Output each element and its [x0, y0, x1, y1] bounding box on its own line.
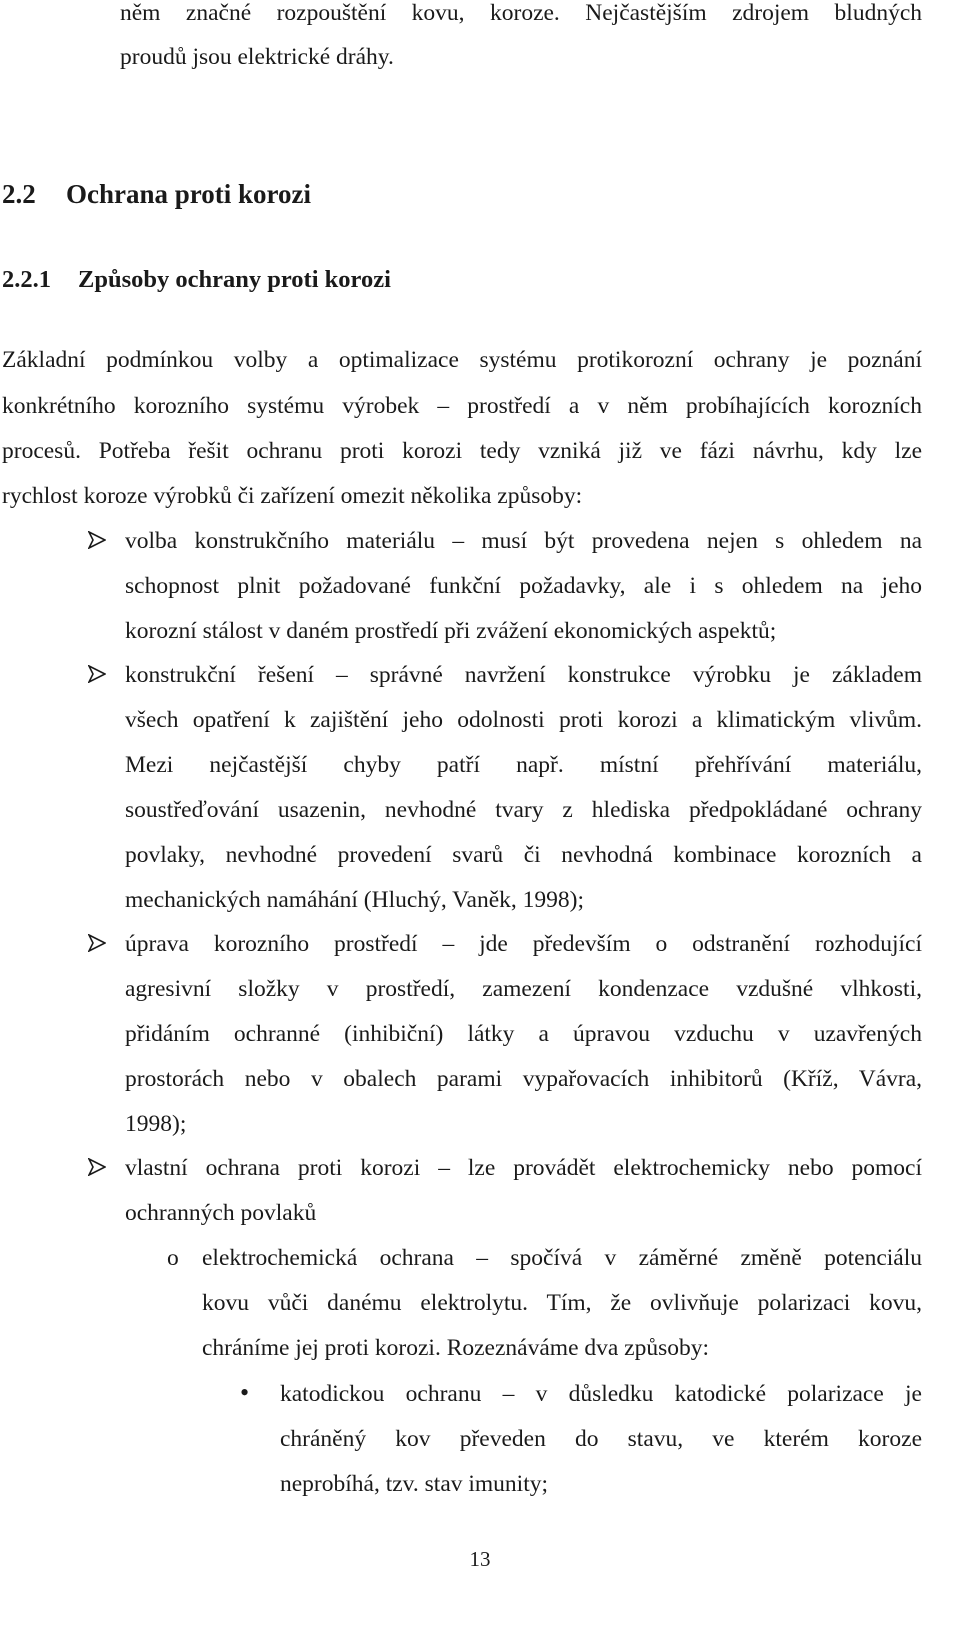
arrowhead-icon	[88, 934, 106, 952]
list-item-line: všech opatření k zajištění jeho odolnosti proti korozi a klimatickým vlivům.	[125, 707, 922, 733]
sub-sub-bullet-marker: •	[240, 1378, 250, 1407]
list-item-line: úprava korozního prostředí – jde především o odstranění rozhodující	[125, 931, 922, 957]
list-item-line: volba konstrukčního materiálu – musí být provedena nejen s ohledem na	[125, 528, 922, 554]
sub-list-item-line: kovu vůči danému elektrolytu. Tím, že ovlivňuje polarizaci kovu,	[202, 1290, 922, 1316]
list-item-line: Mezi nejčastější chyby patří např. místní přehřívání materiálu,	[125, 752, 922, 778]
sub-sub-list-item-line: chráněný kov převeden do stavu, ve kterém koroze	[280, 1426, 922, 1452]
list-item-line: konstrukční řešení – správné navržení konstrukce výrobku je základem	[125, 662, 922, 688]
list-item-line: vlastní ochrana proti korozi – lze provádět elektrochemicky nebo pomocí	[125, 1155, 922, 1181]
subsection-number: 2.2.1	[2, 266, 51, 293]
section-number: 2.2	[2, 179, 36, 209]
paragraph-line: něm značné rozpouštění kovu, koroze. Nejčastějším zdrojem bludných	[120, 0, 922, 26]
arrowhead-icon	[88, 1158, 106, 1176]
list-item-line: prostorách nebo v obalech parami vypařovacích inhibitorů (Kříž, Vávra,	[125, 1066, 922, 1092]
sub-bullet-marker: o	[167, 1245, 179, 1271]
list-item-line: 1998);	[125, 1111, 187, 1137]
section-heading	[2, 178, 311, 210]
list-item-line: přidáním ochranné (inhibiční) látky a úpravou vzduchu v uzavřených	[125, 1021, 922, 1047]
subsection-heading	[2, 265, 391, 295]
paragraph-line: Základní podmínkou volby a optimalizace systému protikorozní ochrany je poznání	[2, 347, 922, 373]
subsection-title: Způsoby ochrany proti korozi	[78, 266, 391, 293]
paragraph-line: konkrétního korozního systému výrobek – prostředí a v něm probíhajících korozních	[2, 393, 922, 419]
sub-list-item-line: chráníme jej proti korozi. Rozeznáváme dva způsoby:	[202, 1335, 710, 1361]
list-item-line: povlaky, nevhodné provedení svarů či nevhodná kombinace korozních a	[125, 842, 922, 868]
sub-list-item-line: elektrochemická ochrana – spočívá v záměrné změně potenciálu	[202, 1245, 922, 1271]
paragraph-line: rychlost koroze výrobků či zařízení omezit několika způsoby:	[2, 483, 583, 509]
section-title: Ochrana proti korozi	[66, 179, 312, 209]
list-item-line: soustřeďování usazenin, nevhodné tvary z hlediska předpokládané ochrany	[125, 797, 922, 823]
list-item-line: mechanických namáhání (Hluchý, Vaněk, 1998);	[125, 887, 584, 913]
list-item-line: schopnost plnit požadované funkční požadavky, ale i s ohledem na jeho	[125, 573, 922, 599]
list-item-line: korozní stálost v daném prostředí při zvážení ekonomických aspektů;	[125, 618, 777, 644]
arrowhead-icon	[88, 665, 106, 683]
list-item-line: ochranných povlaků	[125, 1200, 317, 1226]
paragraph-line: procesů. Potřeba řešit ochranu proti korozi tedy vzniká již ve fázi návrhu, kdy lze	[2, 438, 922, 464]
arrowhead-icon	[88, 531, 106, 549]
sub-sub-list-item-line: katodickou ochranu – v důsledku katodické polarizace je	[280, 1381, 922, 1407]
list-item-line: agresivní složky v prostředí, zamezení kondenzace vzdušné vlhkosti,	[125, 976, 922, 1002]
sub-sub-list-item-line: neprobíhá, tzv. stav imunity;	[280, 1471, 549, 1497]
paragraph-line: proudů jsou elektrické dráhy.	[120, 44, 394, 70]
page-number: 13	[469, 1547, 491, 1571]
